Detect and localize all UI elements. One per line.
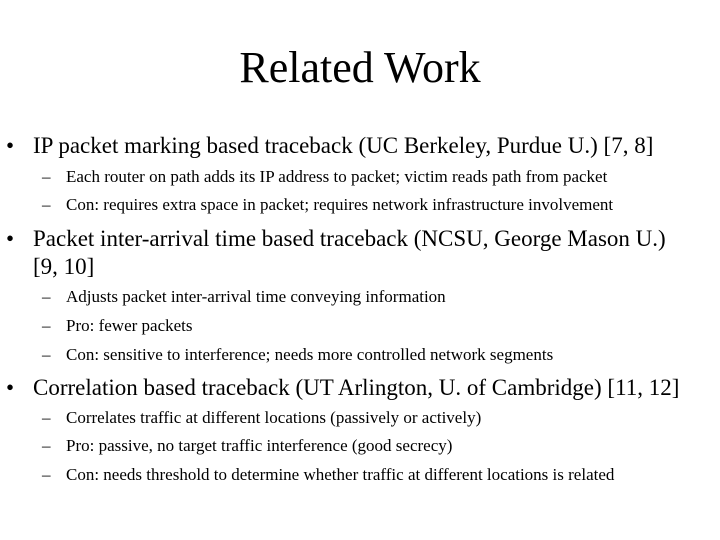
dash-icon: – [42, 167, 51, 186]
bullet-text: Correlation based traceback (UT Arlington, U. of Cambridge) [11, 12] [33, 375, 680, 400]
bullet-text: IP packet marking based traceback (UC Berkeley, Purdue U.) [7, 8] [33, 133, 654, 158]
dash-icon: – [42, 436, 51, 455]
bullet-text-continuation: [9, 10] [33, 254, 95, 279]
sub-bullet-text: Pro: fewer packets [66, 316, 193, 335]
dash-icon: – [42, 465, 51, 484]
sub-bullet-text: Con: needs threshold to determine whether traffic at different locations is related [66, 465, 615, 484]
sub-bullet-text: Pro: passive, no target traffic interference (good secrecy) [66, 436, 453, 455]
sub-bullet-text: Each router on path adds its IP address to packet; victim reads path from packet [66, 167, 608, 186]
dash-icon: – [42, 195, 51, 214]
sub-bullet-text: Adjusts packet inter-arrival time conveying information [66, 287, 446, 306]
bullet-icon: • [6, 133, 15, 158]
bullet-text: Packet inter-arrival time based traceback (NCSU, George Mason U.) [33, 226, 666, 251]
sub-bullet-text: Con: requires extra space in packet; requires network infrastructure involvement [66, 195, 614, 214]
bullet-icon: • [6, 226, 15, 251]
dash-icon: – [42, 316, 51, 335]
dash-icon: – [42, 287, 51, 306]
bullet-icon: • [6, 375, 15, 400]
dash-icon: – [42, 345, 51, 364]
sub-bullet-text: Con: sensitive to interference; needs more controlled network segments [66, 345, 554, 364]
dash-icon: – [42, 408, 51, 427]
sub-bullet-text: Correlates traffic at different locations (passively or actively) [66, 408, 482, 427]
slide-title: Related Work [239, 43, 481, 92]
